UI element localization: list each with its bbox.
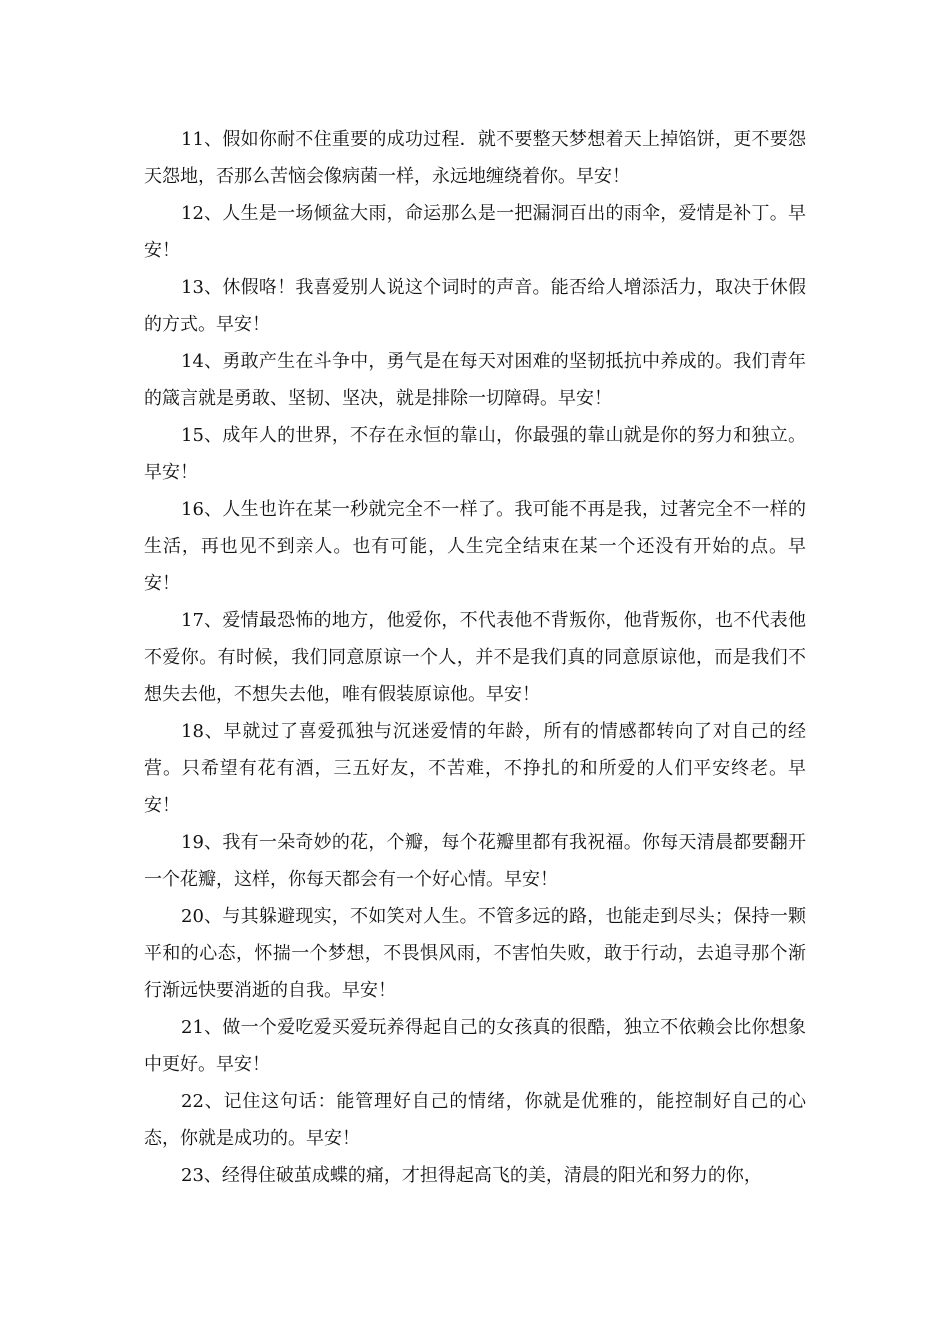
document-body (144, 121, 806, 1194)
paragraph-13: 13、休假咯！我喜爱别人说这个词时的声音。能否给人增添活力，取决于休假的方式。早安！ (144, 277, 806, 335)
paragraph-14: 14、勇敢产生在斗争中，勇气是在每天对困难的坚韧抵抗中养成的。我们青年的箴言就是勇敢、坚韧、坚决，就是排除一切障碍。早安！ (144, 351, 806, 409)
paragraph-15: 15、成年人的世界，不存在永恒的靠山，你最强的靠山就是你的努力和独立。早安！ (144, 425, 806, 483)
paragraph-18: 18、早就过了喜爱孤独与沉迷爱情的年龄，所有的情感都转向了对自己的经营。只希望有花有酒，三五好友，不苦难，不挣扎的和所爱的人们平安终老。早安！ (144, 721, 806, 816)
paragraph-22: 22、记住这句话：能管理好自己的情绪，你就是优雅的，能控制好自己的心态，你就是成功的。早安！ (144, 1091, 806, 1149)
paragraph-16: 16、人生也许在某一秒就完全不一样了。我可能不再是我，过著完全不一样的生活，再也见不到亲人。也有可能，人生完全结束在某一个还没有开始的点。早安！ (144, 499, 806, 594)
paragraph-12: 12、人生是一场倾盆大雨，命运那么是一把漏洞百出的雨伞，爱情是补丁。早安！ (144, 203, 806, 261)
paragraph-19: 19、我有一朵奇妙的花，个瓣，每个花瓣里都有我祝福。你每天清晨都要翻开一个花瓣，这样，你每天都会有一个好心情。早安！ (144, 832, 806, 890)
paragraph-21: 21、做一个爱吃爱买爱玩养得起自己的女孩真的很酷，独立不依赖会比你想象中更好。早安！ (144, 1017, 806, 1075)
paragraph-20: 20、与其躲避现实，不如笑对人生。不管多远的路，也能走到尽头；保持一颗平和的心态，怀揣一个梦想，不畏惧风雨，不害怕失败，敢于行动，去追寻那个渐行渐远快要消逝的自我。早安！ (144, 906, 806, 1001)
paragraph-17: 17、爱情最恐怖的地方，他爱你，不代表他不背叛你，他背叛你，也不代表他不爱你。有时候，我们同意原谅一个人，并不是我们真的同意原谅他，而是我们不想失去他，不想失去他，唯有假装原谅他。早安！ (144, 610, 806, 705)
paragraph-11: 11、假如你耐不住重要的成功过程．就不要整天梦想着天上掉馅饼，更不要怨天怨地，否那么苦恼会像病菌一样，永远地缠绕着你。早安！ (144, 129, 806, 187)
paragraph-23: 23、经得住破茧成蝶的痛，才担得起高飞的美，清晨的阳光和努力的你， (181, 1165, 762, 1186)
